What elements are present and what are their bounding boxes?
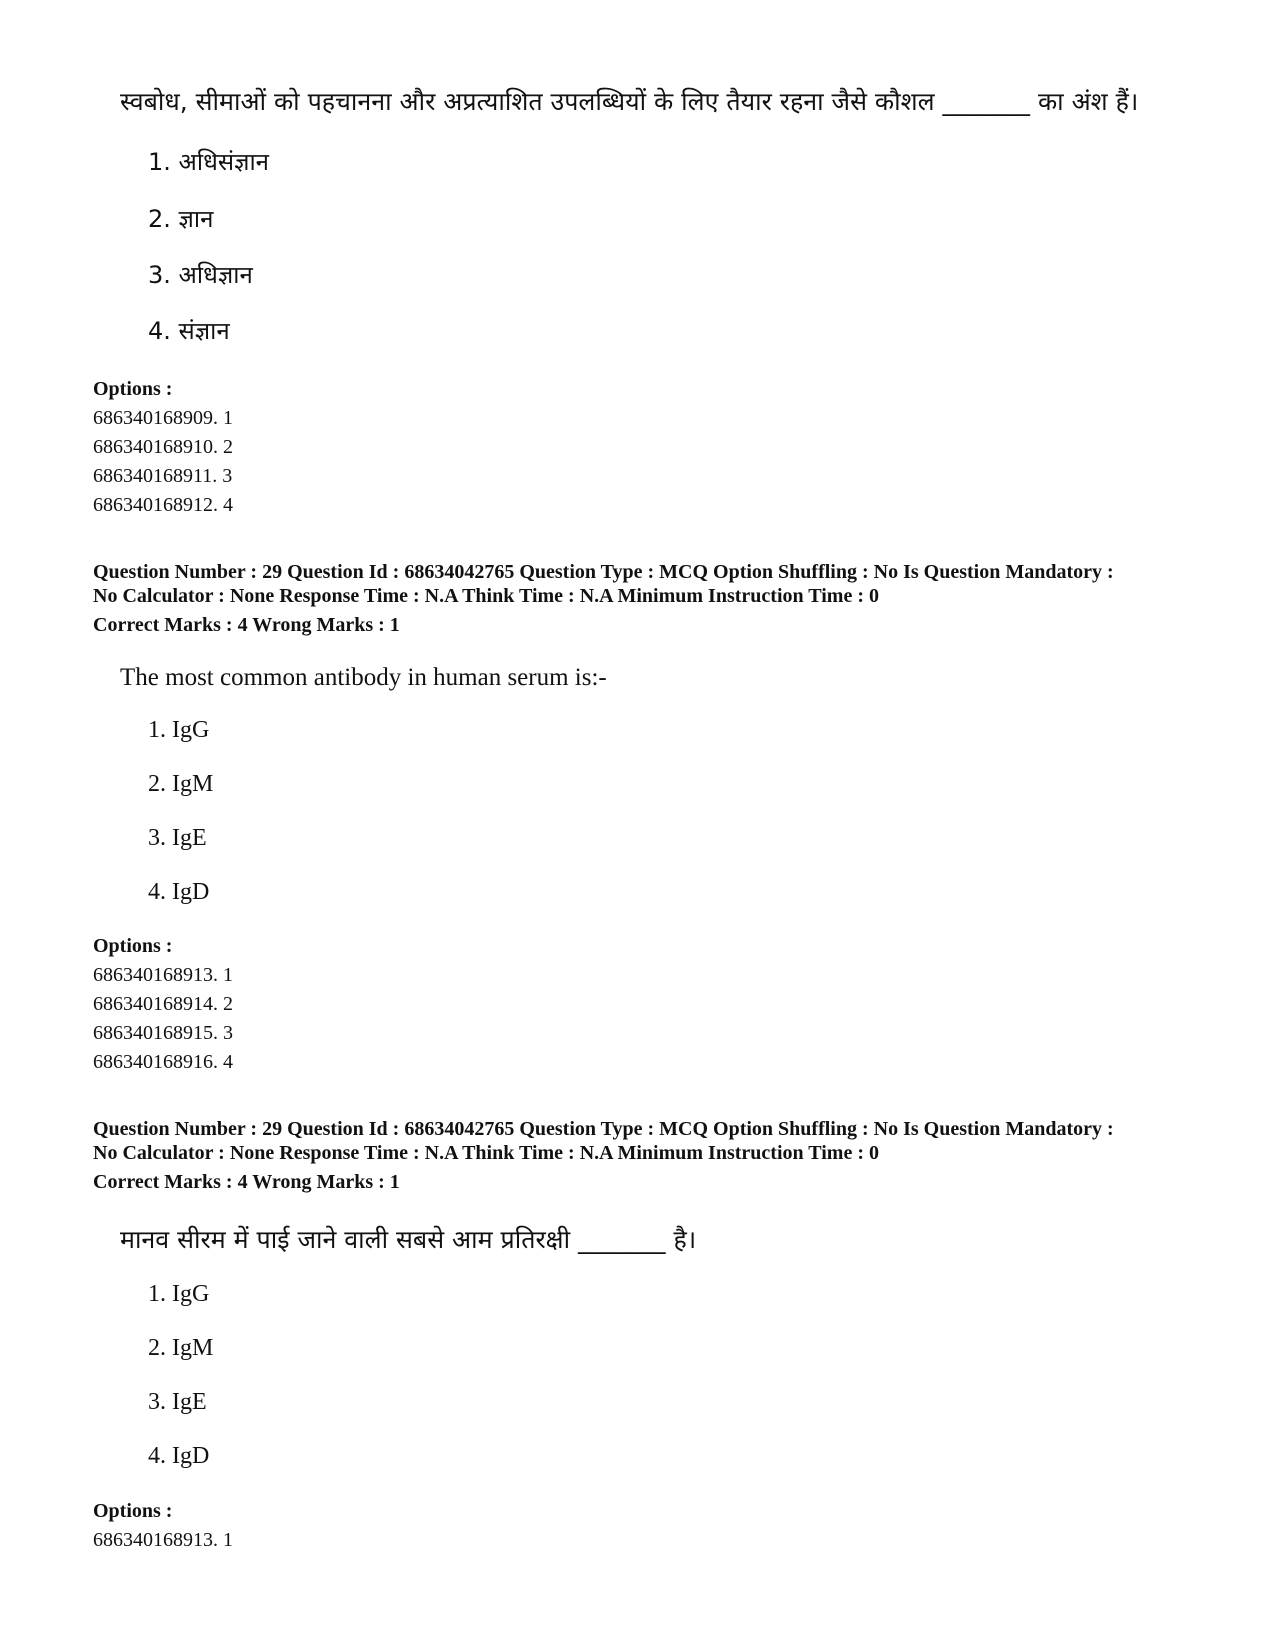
question-meta-line1: Question Number : 29 Question Id : 68634042765 Question Type : MCQ Option Shuffling : No Is Question Mandatory : [93, 561, 1114, 583]
question-meta-line2: No Calculator : None Response Time : N.A Think Time : N.A Minimum Instruction Time : 0 [93, 1142, 879, 1164]
option-id-line: 686340168909. 1 [93, 407, 233, 429]
options-label: Options : [93, 1500, 173, 1522]
question-text: मानव सीरम में पाई जाने वाली सबसे आम प्रतिरक्षी _______ है। [120, 1225, 697, 1254]
options-label: Options : [93, 378, 173, 400]
choice-3: 3. अधिज्ञान [148, 261, 253, 289]
option-id-line: 686340168914. 2 [93, 993, 233, 1015]
option-id-line: 686340168911. 3 [93, 465, 233, 487]
option-id-line: 686340168910. 2 [93, 436, 233, 458]
choice-2: 2. IgM [148, 1335, 214, 1361]
choice-2: 2. IgM [148, 771, 214, 797]
choice-3: 3. IgE [148, 1389, 207, 1415]
option-id-line: 686340168912. 4 [93, 494, 233, 516]
choice-2: 2. ज्ञान [148, 205, 214, 233]
question-text: The most common antibody in human serum is:- [120, 664, 607, 691]
option-id-line: 686340168913. 1 [93, 964, 233, 986]
choice-4: 4. संज्ञान [148, 317, 230, 345]
choice-4: 4. IgD [148, 1443, 210, 1469]
choice-1: 1. IgG [148, 1281, 210, 1307]
choice-1: 1. IgG [148, 717, 210, 743]
choice-1: 1. अधिसंज्ञान [148, 148, 269, 176]
question-marks: Correct Marks : 4 Wrong Marks : 1 [93, 1171, 400, 1193]
question-meta-line1: Question Number : 29 Question Id : 68634042765 Question Type : MCQ Option Shuffling : No Is Question Mandatory : [93, 1118, 1114, 1140]
question-meta-line2: No Calculator : None Response Time : N.A Think Time : N.A Minimum Instruction Time : 0 [93, 585, 879, 607]
option-id-line: 686340168915. 3 [93, 1022, 233, 1044]
choice-4: 4. IgD [148, 879, 210, 905]
option-id-line: 686340168913. 1 [93, 1529, 233, 1551]
option-id-line: 686340168916. 4 [93, 1051, 233, 1073]
options-label: Options : [93, 935, 173, 957]
choice-3: 3. IgE [148, 825, 207, 851]
question-marks: Correct Marks : 4 Wrong Marks : 1 [93, 614, 400, 636]
question-text: स्वबोध, सीमाओं को पहचानना और अप्रत्याशित उपलब्धियों के लिए तैयार रहना जैसे कौशल _______ का अंश हैं। [120, 87, 1139, 116]
